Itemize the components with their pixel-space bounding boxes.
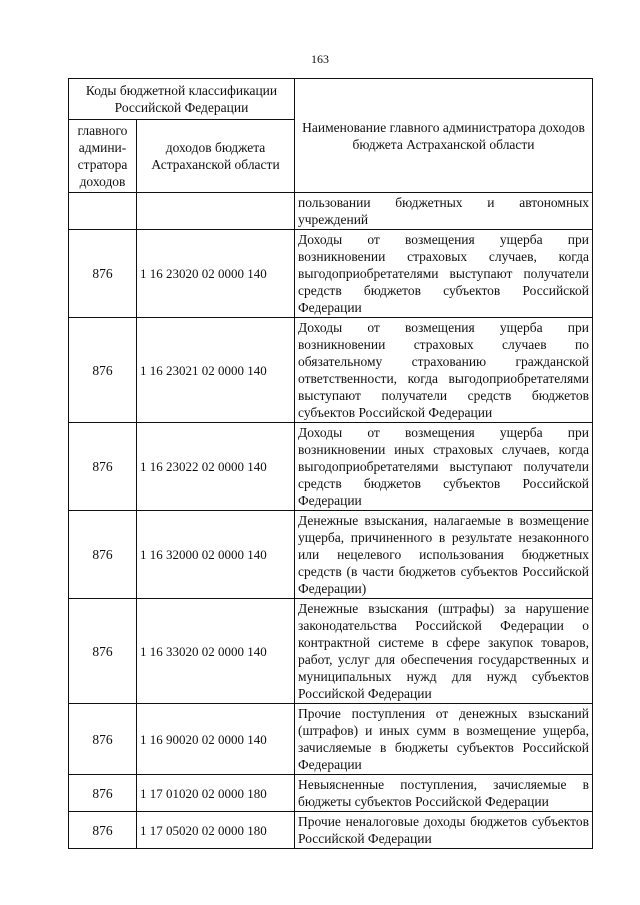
income-name: Прочие поступления от денежных взысканий (штрафов) и иных сумм в возмещение ущерба, зачисляемые в бюджеты субъектов Российской Федерации <box>295 704 593 775</box>
income-code: 1 16 23021 02 0000 140 <box>137 318 295 423</box>
table-row <box>69 775 593 812</box>
income-name: Невыясненные поступления, зачисляемые в бюджеты субъектов Российской Федерации <box>295 775 593 812</box>
header-group: Коды бюджетной классификации Российской Федерации <box>69 79 295 120</box>
income-code: 1 16 90020 02 0000 140 <box>137 704 295 775</box>
header-code-column: доходов бюджета Астраханской области <box>137 120 295 193</box>
income-code: 1 16 23022 02 0000 140 <box>137 423 295 511</box>
admin-code: 876 <box>69 511 137 599</box>
table-row <box>69 599 593 704</box>
admin-code: 876 <box>69 704 137 775</box>
admin-code: 876 <box>69 812 137 849</box>
budget-classification-table <box>68 78 593 849</box>
income-code <box>137 193 295 230</box>
admin-code: 876 <box>69 230 137 318</box>
table-row <box>69 812 593 849</box>
admin-code: 876 <box>69 599 137 704</box>
header-row <box>69 79 593 120</box>
admin-code: 876 <box>69 775 137 812</box>
income-name: Прочие неналоговые доходы бюджетов субъектов Российской Федерации <box>295 812 593 849</box>
income-code: 1 16 33020 02 0000 140 <box>137 599 295 704</box>
admin-code: 876 <box>69 423 137 511</box>
income-code: 1 16 32000 02 0000 140 <box>137 511 295 599</box>
table-row <box>69 704 593 775</box>
header-name-column: Наименование главного администратора доходов бюджета Астраханской области <box>295 79 593 193</box>
income-name: Денежные взыскания (штрафы) за нарушение законодательства Российской Федерации о контрактной системе в сфере закупок товаров, работ, услуг для обеспечения государственных и муниципальных нужд для нужд субъектов Российской Федерации <box>295 599 593 704</box>
income-code: 1 17 01020 02 0000 180 <box>137 775 295 812</box>
income-name: пользовании бюджетных и автономных учреждений <box>295 193 593 230</box>
table-row <box>69 230 593 318</box>
admin-code <box>69 193 137 230</box>
table-row <box>69 423 593 511</box>
income-code: 1 16 23020 02 0000 140 <box>137 230 295 318</box>
income-name: Доходы от возмещения ущерба при возникновении страховых случаев, когда выгодоприобретателями выступают получатели средств бюджетов субъектов Российской Федерации <box>295 230 593 318</box>
income-name: Доходы от возмещения ущерба при возникновении иных страховых случаев, когда выгодоприобретателями выступают получатели средств бюджетов субъектов Российской Федерации <box>295 423 593 511</box>
header-admin-column: главного админи-стратора доходов <box>69 120 137 193</box>
income-name: Денежные взыскания, налагаемые в возмещение ущерба, причиненного в результате незаконного или нецелевого использования бюджетных средств (в части бюджетов субъектов Российской Федерации) <box>295 511 593 599</box>
income-name: Доходы от возмещения ущерба при возникновении страховых случаев по обязательному страхованию гражданской ответственности, когда выгодоприобретателями выступают получатели средств бюджетов субъектов Российской Федерации <box>295 318 593 423</box>
income-code: 1 17 05020 02 0000 180 <box>137 812 295 849</box>
page-number: 163 <box>311 52 329 66</box>
table-row <box>69 511 593 599</box>
table-row <box>69 318 593 423</box>
admin-code: 876 <box>69 318 137 423</box>
table-row <box>69 193 593 230</box>
